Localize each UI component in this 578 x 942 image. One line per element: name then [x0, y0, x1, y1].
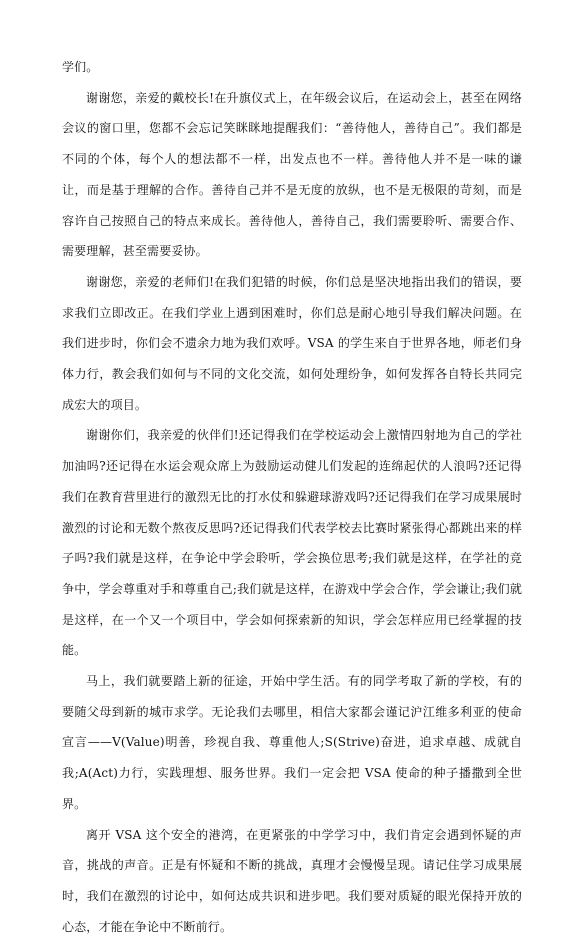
paragraph-2: 谢谢您，亲爱的戴校长!在升旗仪式上，在年级会议后，在运动会上，甚至在网络会议的窗口里，您都不会忘记笑眯眯地提醒我们：“善待他人，善待自己”。我们都是不同的个体，每个人的想法都不一样，出发点也不一样。善待他人并不是一味的谦让，而是基于理解的合作。善待自己并不是无度的放纵，也不是无极限的苛刻，而是容许自己按照自己的特点来成长。善待他人，善待自己，我们需要聆听、需要合作、需要理解，甚至需要妥协。: [62, 90, 522, 259]
paragraph-6: 离开 VSA 这个安全的港湾，在更紧张的中学学习中，我们肯定会遇到怀疑的声音，挑战的声音。正是有怀疑和不断的挑战，真理才会慢慢呈现。请记住学习成果展时，我们在激烈的讨论中，如何达成共识和进步吧。我们要对质疑的眼光保持开放的心态，才能在争论中不断前行。: [62, 827, 522, 934]
document-page: [62, 52, 522, 942]
paragraph-4: 谢谢你们，我亲爱的伙伴们!还记得我们在学校运动会上激情四射地为自己的学社加油吗?还记得在水运会观众席上为鼓励运动健儿们发起的连绵起伏的人浪吗?还记得我们在教育营里进行的激烈无比的打水仗和躲避球游戏吗?还记得我们在学习成果展时激烈的讨论和无数个熬夜反思吗?还记得我们代表学校去比赛时紧张得心都跳出来的样子吗?我们就是这样，在争论中学会聆听，学会换位思考;我们就是这样，在学社的竞争中，学会尊重对手和尊重自己;我们就是这样，在游戏中学会合作，学会谦让;我们就是这样，在一个又一个项目中，学会如何探索新的知识，学会怎样应用已经掌握的技能。: [62, 428, 522, 658]
paragraph-5: 马上，我们就要踏上新的征途，开始中学生活。有的同学考取了新的学校，有的要随父母到新的城市求学。无论我们去哪里，相信大家都会谨记沪江维多利亚的使命宣言——V(Value)明善，珍视自我、尊重他人;S(Strive)奋进，追求卓越、成就自我;A(Act)力行，实践理想、服务世界。我们一定会把 VSA 使命的种子播撒到全世界。: [62, 674, 522, 811]
paragraph-1: 学们。: [62, 60, 99, 74]
paragraph-3: 谢谢您，亲爱的老师们!在我们犯错的时候，你们总是坚决地指出我们的错误，要求我们立即改正。在我们学业上遇到困难时，你们总是耐心地引导我们解决问题。在我们进步时，你们会不遗余力地为我们欢呼。VSA 的学生来自于世界各地，师老们身体力行，教会我们如何与不同的文化交流，如何处理纷争，如何发挥各自特长共同完成宏大的项目。: [62, 274, 522, 412]
